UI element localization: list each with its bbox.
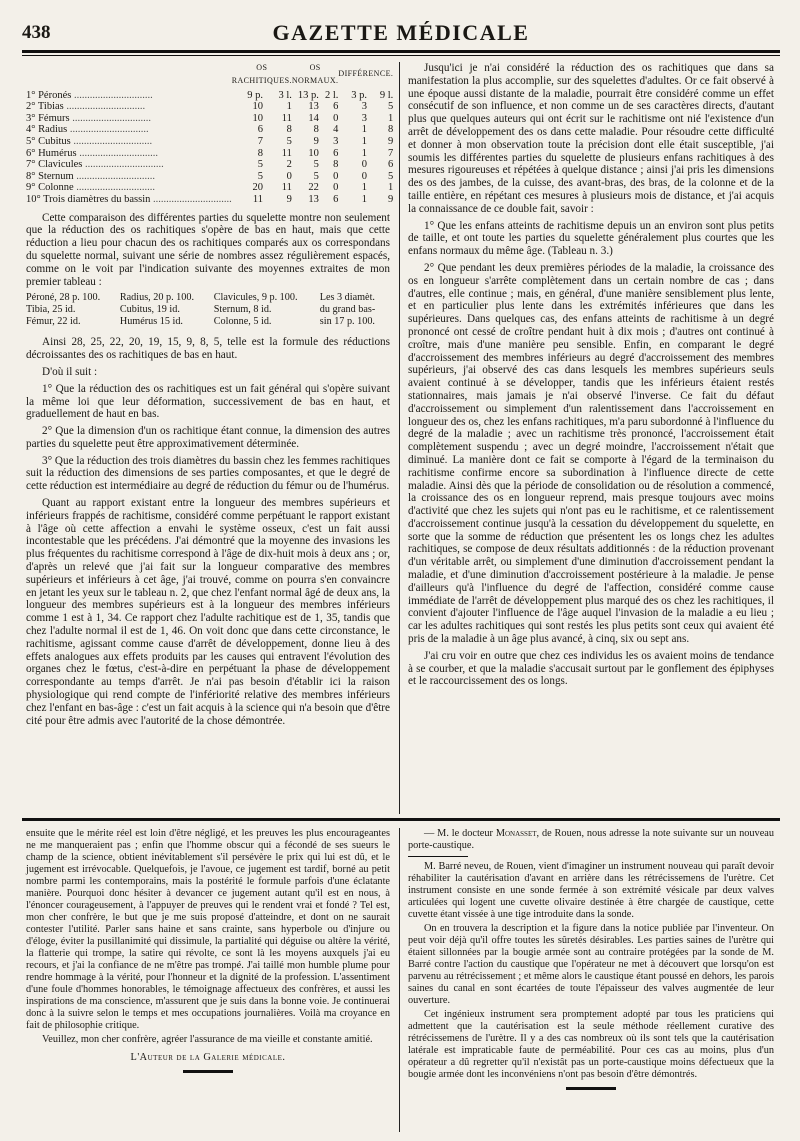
table-cell: 11 [281, 147, 292, 159]
table-cell: 8 [333, 159, 339, 171]
table-cell: 5 [257, 170, 263, 182]
column-separator [399, 828, 400, 1132]
averages-row [26, 304, 390, 316]
table-cell: 11 [252, 193, 263, 205]
bone-label: 7° Clavicules .............................. [26, 159, 164, 171]
paragraph: 1° Que les enfans atteints de rachitisme depuis un an environ sont plus petits de taille, et ont toute les parties du squelette généralement plus courtes que les enfans normaux du même âge. (Tableau n. 3.) [408, 219, 774, 258]
right-column [408, 62, 774, 692]
bottom-right-column [408, 828, 774, 1090]
table-cell: 0 [286, 170, 292, 182]
table-cell: 6 [333, 101, 339, 113]
table-cell: 8 [286, 124, 292, 136]
table-cell: 4 [333, 124, 339, 136]
table-cell: 3 l. [278, 89, 292, 101]
averages-table [26, 292, 390, 328]
header-rule-thin [22, 55, 780, 56]
table-cell: 5 [286, 135, 292, 147]
column-separator [399, 62, 400, 814]
table-cell: 3 [361, 112, 367, 124]
table-cell: 13 p. [297, 89, 319, 101]
leader-dots: .............................. [82, 159, 164, 171]
table-row [26, 90, 393, 102]
bone-label: 8° Sternum .............................. [26, 170, 156, 182]
table-cell: 6 [388, 159, 394, 171]
paragraph: Ainsi 28, 25, 22, 20, 19, 15, 9, 8, 5, telle est la formule des réductions décroissantes des os rachitiques de bas en haut. [26, 336, 390, 362]
table-cell: 1 [388, 112, 394, 124]
paragraph: M. Barré neveu, de Rouen, vient d'imaginer un instrument nouveau qui paraît devoir réhabiliter la cautérisation d'avant en arrière dans les rétrécissemens de l'urètre. Cet instrument consiste en une sonde fermée à son extrémité vésicale par deux valves articulées qui logent une cuvette olivaire destinée à être chargée de caustique, cette cuvette étant vissée à une tige introduite dans la sonde. [408, 861, 774, 920]
paragraph: Jusqu'ici je n'ai considéré la réduction des os rachitiques que dans sa manifestation la plus accomplie, sur des squelettes d'adultes. Or ce fait observé à une époque aussi distante de la maladie, pourrait être considéré comme un effet consécutif de son influence, et non comme un de ses caractères directs, d'autant plus que quelques auteurs qui ont écrit sur le rachitisme ont nié l'existence d'un arrêt de développement des os dans cette maladie. Pour résoudre cette difficulté et donner à mon observation toute la précision dont elle était susceptible, j'ai soumis les différentes parties du squelette de plusieurs enfans rachitiques à des mesures rigoureuses et répétées à quelque distance ; ainsi j'ai pris les dimensions des os des jambes, de la cuisse, des avant-bras, des bras, de la colonne et de la taille entière, en répétant ces mesures à plusieurs mois de distance, et j'ai acquis la connaissance de ce double fait, savoir : [408, 62, 774, 215]
table-cell: 9 [388, 193, 394, 205]
table-cell: 8 [388, 124, 394, 136]
averages-cell: Radius, 20 p. 100. [119, 292, 195, 304]
paragraph: 1° Que la réduction des os rachitiques est un fait général qui s'opère suivant la même loi que leur déformation, successivement de bas en haut, et graduellement de haut en bas. [26, 382, 390, 421]
signature: L'Auteur de la Galerie médicale. [130, 1052, 286, 1063]
table-cell: 2 l. [324, 89, 339, 101]
table-cell: 5 [388, 170, 394, 182]
table-cell: 5 [388, 101, 394, 113]
table-cell: 9 [388, 135, 394, 147]
bottom-left-column [26, 828, 390, 1073]
author-name: Monasset [495, 828, 537, 839]
bone-label: 2° Tibias .............................. [26, 101, 146, 113]
paragraph: Veuillez, mon cher confrère, agréer l'assurance de ma vieille et constante amitié. [42, 1034, 373, 1045]
column-header: OS RACHITIQUES. [231, 63, 292, 85]
paragraph: On en trouvera la description et la figure dans la notice publiée par l'inventeur. On peut voir déjà qu'il offre toutes les sûretés désirables. Les parties saines de l'urètre qui étaient sillonnées par la bougie armée sont au contraire protégées par la sonde de M. Barré contre l'action du caustique que l'opérateur ne met à découvert que lorsqu'on est parvenu au rétrécissement ; et même alors le caustique étant poussé en dehors, les parois saines du canal en sont écartées de toute l'épaisseur des valves augmentée de leur ouverture. [408, 923, 774, 1006]
table-cell: 5 [257, 159, 263, 171]
table-cell: 0 [333, 170, 339, 182]
averages-cell: Clavicules, 9 p. 100. [213, 292, 298, 304]
averages-row [26, 292, 390, 304]
table-cell: 9 [313, 135, 319, 147]
table-cell: 1 [388, 182, 394, 194]
paragraph [408, 828, 774, 852]
averages-cell: Cubitus, 19 id. [119, 304, 180, 316]
table-cell: 3 [361, 101, 367, 113]
averages-cell: Fémur, 22 id. [26, 316, 81, 328]
table-cell: 0 [333, 182, 339, 194]
leader-dots: .............................. [150, 193, 232, 205]
table-row [26, 113, 393, 125]
table-cell: 1 [361, 135, 367, 147]
leader-dots: .............................. [69, 112, 151, 124]
paragraph: J'ai cru voir en outre que chez ces individus les os avaient moins de tendance à se courber, et que la maladie s'accusait surtout par le gonflement des épiphyses et le raccourcissement des os longs. [408, 649, 774, 688]
bone-label: 6° Humérus .............................. [26, 147, 158, 159]
page-header [22, 18, 780, 48]
averages-cell: Péroné, 28 p. 100. [26, 292, 101, 304]
table-cell: 2 [286, 159, 292, 171]
paragraph: 2° Que pendant les deux premières périodes de la maladie, la croissance des os en longueur s'arrête complètement dans un certain nombre de cas ; dans d'autres, elle continue ; mais, en général, d'une manière sensiblement plus lente, et en particulier plus lente dans les extrémités inférieures que dans les supérieures. Dans quelques cas, des enfans atteints de rachitisme à un degré prononcé ont cessé de croître pendant huit à dix mois ; d'autres ont continué à croître, mais d'une manière peu sensible. Enfin, en comparant le degré d'accroissement des membres inférieurs au degré d'accroissement des membres supérieurs, j'ai observé des cas dans lesquels les membres supérieurs seuls avaient continué à se développer, tandis que les inférieurs étaient restés stationnaires, mais jamais je n'ai observé l'inverse. Ce fait du défaut d'accroissement ou simplement d'un ralentissement dans l'accroissement en longueur des os, chez les enfans rachitiques, m'a paru subordonné à l'influence du degré de la maladie ; avec un rachitisme très prononcé, l'accroissement était complètement suspendu ; avec un degré moindre, l'accroissement n'était que diminué. La manière dont ce fait se comporte à l'égard de la terminaison du rachitisme confirme encore sa subordination à l'influence directe de cette maladie. Ainsi dès que la période de consolidation ou de résolution a commencé, la croissance des os en longueur reprend, mais presque toujours avec moins d'activité que chez les sujets qui n'ont pas eu le rachitisme, et ce ralentissement d'accroissement continue jusqu'à la cessation du développement du squelette, en sorte que la somme de réduction que présentent les os longs chez les adultes rachitiques, se compose de deux résultats additionnés : de la réduction provenant d'un véritable arrêt, ou simplement d'une diminution d'accroissement pendant la maladie, et d'une diminution d'accroissement postérieure à la maladie. Je pense d'ailleurs qu'à l'influence du degré de l'affection, considéré comme cause immédiate de l'arrêt de développement plus marqué des os chez les rachitiques, il convient d'ajouter l'influence de l'âge auquel l'invasion de la maladie a eu lieu ; car les adultes rachitiques qui sont restés les plus petits sont ceux qui avaient été pris de la maladie à un âge plus avancé, à cinq, six ou sept ans. [408, 261, 774, 646]
table-cell: 11 [281, 112, 292, 124]
page-number: 438 [22, 22, 51, 43]
table-cell: 8 [257, 147, 263, 159]
table-cell: 1 [361, 124, 367, 136]
table-cell: 0 [361, 159, 367, 171]
averages-cell: Humérus 15 id. [119, 316, 183, 328]
table-cell: 5 [313, 170, 319, 182]
note-rest: , de Rouen, nous adresse la note suivante sur un nouveau porte-caustique. [408, 828, 774, 851]
paragraph: D'où il suit : [42, 365, 98, 378]
bone-label: 1° Péronés .............................. [26, 89, 153, 101]
paragraph: ensuite que le mérite réel est loin d'être négligé, et les preuves les plus encourageantes ne me manqueraient pas ; enfin que l'homme obscur qui a fécondé de ses sueurs le champ de la science, obtient inévitablement s'il persévère le prix qui lui est dû, et le jugement est irrévocable. Quelquefois, je l'avoue, ce jugement est tardif, borné au petit nombre parmi les contemporains, mais la postérité le formule parfois d'une éclatante manière. Pourquoi donc hésiter à devancer ce jugement autant qu'il est en nous, à l'énoncer courageusement, à l'appuyer de preuves qui le rendent vrai et fondé ? Tel est, mon cher confrère, le but que je me suis proposé d'atteindre, et dont on ne saurait contester l'utilité. Parler sans haine et sans crainte, sans hyperbole ou d'injure ou d'éloge, éviter la pusillanimité qui dissimule, la partialité qui déguise ou altère la vérité, la flatterie qui trompe, la satire qui révolte, ce sont là les moyens auxquels j'ai eu recours, et j'ai la confiance de ne m'être pas trompé. J'ai taillé mon humble plume pour rendre hommage à la vérité, pour l'honneur et la dignité de la profession. L'assentiment d'une foule d'hommes honorables, le témoignage affectueux des confrères, et aussi les inspirations de ma conscience, m'assurent que je suis dans la bonne voie. Je continuerai donc à la suivre selon le temps et mes occupations journalières. Voilà ma croyance en fait de philosophie critique. [26, 828, 390, 1031]
table-cell: 14 [308, 112, 319, 124]
averages-cell: Colonne, 5 id. [213, 316, 272, 328]
section-rule [22, 818, 780, 821]
table-cell: 6 [333, 193, 339, 205]
header-rule [22, 50, 780, 53]
paragraph: Cet ingénieux instrument sera promptement adopté par tous les praticiens qui admettent que la cautérisation est la seule méthode réellement curative des rétrécissemens de l'urètre. Il y a des cas nombreux où ils sont tels que la cautérisation latérale est impraticable faute de perméabilité. Pour ces cas au moins, plus d'un opérateur a dû regretter qu'il n'existât pas un porte-caustique moins défectueux que la bougie armée dont les inconvéniens n'ont pas besoin d'être démontrés. [408, 1009, 774, 1080]
table-row [26, 159, 393, 171]
table-row [26, 171, 393, 183]
averages-cell: du grand bas- [319, 304, 376, 316]
table-cell: 9 l. [379, 89, 394, 101]
table-row [26, 136, 393, 148]
table-cell: 10 [308, 147, 319, 159]
paragraph: 3° Que la réduction des trois diamètres du bassin chez les femmes rachitiques suit la réduction des dimensions de ses parties composantes, et que le degré de cette réduction est intermédiaire au degré de réduction du fémur ou de l'humérus. [26, 454, 390, 493]
table-cell: 9 [286, 193, 292, 205]
paragraph: Cette comparaison des différentes parties du squelette montre non seulement que la réduction des os rachitiques s'opère de bas en haut, mais que cette réduction a lieu pour chacun des os rachitiques comparés aux os correspondans du squelette normal, suivant une série de nombres assez régulièrement espacés, comme on le voit par l'indication suivante des moyennes extraites de mon premier tableau : [26, 211, 390, 288]
table-cell: 13 [308, 193, 319, 205]
masthead-title: GAZETTE MÉDICALE [272, 20, 530, 45]
averages-cell: Sternum, 8 id. [213, 304, 272, 316]
table-cell: 9 p. [247, 89, 263, 101]
bone-label: 10° Trois diamètres du bassin .............................. [26, 193, 232, 205]
leader-dots: .............................. [67, 124, 149, 136]
table-cell: 10 [252, 112, 263, 124]
table-row [26, 124, 393, 136]
leader-dots: .............................. [71, 89, 153, 101]
table-cell: 13 [308, 101, 319, 113]
bone-label: 9° Colonne .............................. [26, 182, 156, 194]
bone-measurements-table [26, 62, 393, 206]
end-rule [183, 1070, 233, 1073]
averages-cell: Les 3 diamèt. [319, 292, 375, 304]
table-cell: 6 [257, 124, 263, 136]
bone-label: 5° Cubitus .............................. [26, 135, 153, 147]
table-cell: 3 [333, 135, 339, 147]
leader-dots: .............................. [73, 170, 156, 182]
table-cell: 1 [361, 147, 367, 159]
column-header: DIFFÉRENCE. [338, 69, 394, 79]
bone-label: 3° Fémurs .............................. [26, 112, 151, 124]
table-row [26, 101, 393, 113]
averages-row [26, 316, 390, 328]
table-cell: 8 [313, 124, 319, 136]
table-cell: 7 [257, 135, 263, 147]
leader-dots: .............................. [63, 101, 146, 113]
table-cell: 10 [252, 101, 263, 113]
table-cell: 1 [361, 182, 367, 194]
table-cell: 1 [286, 101, 292, 113]
table-cell: 7 [388, 147, 394, 159]
table-cell: 22 [308, 182, 319, 194]
table-row [26, 182, 393, 194]
short-rule [408, 856, 468, 857]
averages-cell: sin 17 p. 100. [319, 316, 375, 328]
table-row [26, 148, 393, 160]
column-header: OS NORMAUX. [291, 63, 339, 85]
table-cell: 6 [333, 147, 339, 159]
end-rule [566, 1087, 616, 1090]
bone-label: 4° Radius .............................. [26, 124, 149, 136]
note-lead: — M. le docteur [424, 828, 493, 839]
table-cell: 11 [281, 182, 292, 194]
table-cell: 1 [361, 193, 367, 205]
leader-dots: .............................. [73, 182, 156, 194]
table-cell: 5 [313, 159, 319, 171]
averages-cell: Tibia, 25 id. [26, 304, 76, 316]
table-row [26, 194, 393, 206]
leader-dots: .............................. [70, 135, 153, 147]
paragraph: Quant au rapport existant entre la longueur des membres supérieurs et inférieurs frappés de rachitisme, considéré comme perpétuant le rapport existant à l'âge où cette affection a envahi le système osseux, c'est un fait aussi incontestable que les précédens. J'ai démontré que la moyenne des invasions les plus fréquentes du rachitisme correspond à l'âge de dix-huit mois à deux ans ; or, d'après un relevé que j'ai fait sur la longueur comparative des membres supérieurs et inférieurs à cet âge, j'ai trouvé, comme on pourra s'en convaincre en jetant les yeux sur le tableau n. 2, que chez l'enfant normal âgé de deux ans, la longueur des membres supérieurs est à la longueur des membres inférieurs comme 1 est à 1, 34. Ce rapport chez l'adulte rachitique est de 1, 35, tandis que chez l'adulte normal il est de 1, 46. On voit donc que dans cette circonstance, le rachitisme, agissant comme cause d'arrêt de développement, donne lieu à des effets analogues aux effets produits par les causes qui entravent l'évolution des organes chez le fœtus, c'est-à-dire en perpétuant la phase de développement correspondante au temps d'arrêt. Je n'ai pas besoin d'établir ici la raison physiologique qui rend compte de l'infériorité relative des membres inférieurs chez l'enfant en bas-âge : c'est un fait acquis à la science qui n'a besoin que d'être cité pour être admis avec l'autorité de la chose démontrée. [26, 497, 390, 727]
leader-dots: .............................. [76, 147, 158, 159]
table-cell: 3 p. [351, 89, 367, 101]
paragraph: 2° Que la dimension d'un os rachitique étant connue, la dimension des autres parties du squelette peut être approximativement déterminée. [26, 425, 390, 450]
table-cell: 20 [252, 182, 263, 194]
left-column [26, 62, 394, 731]
table-cell: 0 [333, 112, 339, 124]
table-cell: 0 [361, 170, 367, 182]
